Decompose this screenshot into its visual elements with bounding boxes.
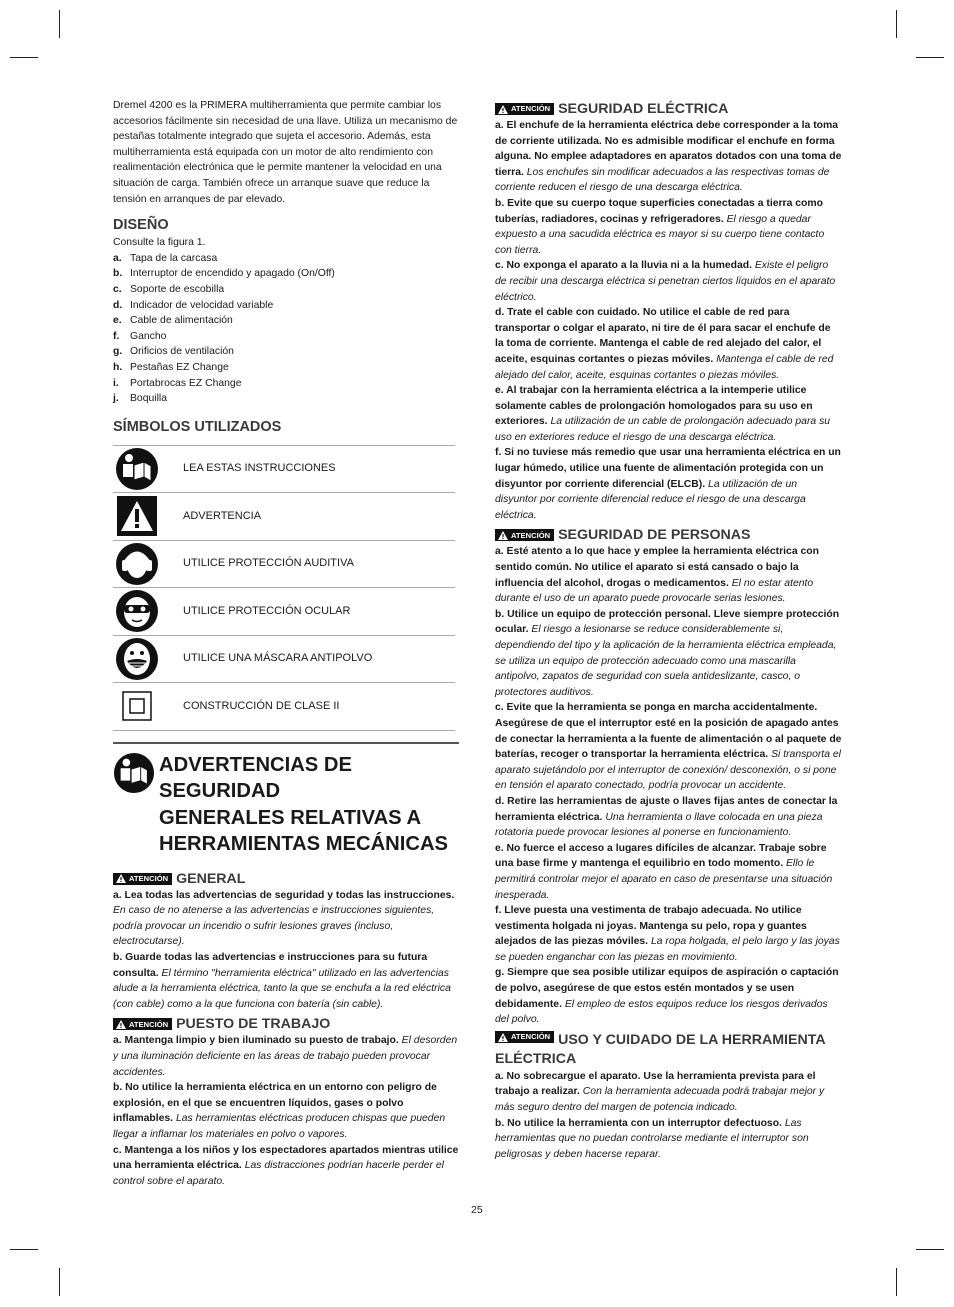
list-item: b. Interruptor de encendido y apagado (On/Off) bbox=[113, 268, 335, 280]
symbol-label: UTILICE PROTECCIÓN AUDITIVA bbox=[183, 540, 455, 588]
section-main-title: ADVERTENCIAS DE SEGURIDAD GENERALES RELATIVAS A HERRAMIENTAS MECÁNICAS bbox=[159, 753, 448, 856]
warning-triangle-icon bbox=[115, 494, 159, 538]
crop-mark bbox=[916, 57, 944, 58]
personas-item: f. Lleve puesta una vestimenta de trabajo adecuada. No utilice vestimenta holgada ni joyas. Mantenga su pelo, ropa y guantes alejados de las piezas móviles. La ropa holgada, el pelo largo y las joyas se pueden enganchar con las piezas en movimiento. bbox=[495, 905, 840, 963]
symbol-label: CONSTRUCCIÓN DE CLASE II bbox=[183, 683, 455, 731]
read-manual-icon bbox=[115, 447, 159, 491]
intro-paragraph: Dremel 4200 es la PRIMERA multiherramienta que permite cambiar los accesorios fácilmente sin necesidad de una llave. Utiliza un mecanismo de pestañas totalmente integrado que sujeta el accesorio. Además, esta multiherramienta está equipada con un motor de alto rendimiento con realimentación electrónica que le permite mantener la velocidad en una situación de carga. También ofrece un arranque suave que reduce la tensión en arranques de par elevado. bbox=[113, 100, 458, 205]
list-item: a. Tapa de la carcasa bbox=[113, 252, 218, 264]
electrica-item: a. El enchufe de la herramienta eléctrica debe corresponder a la toma de corriente utilizada. No es admisible modificar el enchufe en forma alguna. No emplee adaptadores en aparatos dotados con una toma de tierra. Los enchufes sin modificar adecuados a las respectivas tomas de corriente reducen el riesgo de una descarga eléctrica. bbox=[495, 120, 842, 194]
list-item: f. Gancho bbox=[113, 330, 167, 342]
symbols-table bbox=[113, 445, 455, 731]
electrica-item: d. Trate el cable con cuidado. No utilice el cable de red para transportar o colgar el aparato, ni tire de él para sacar el enchufe de la toma de corriente. Mantenga el cable de red alejado del calor, el aceite, esquinas cortantes o piezas móviles. Mantenga el cable de red alejado del calor, aceite, esquinas cortantes o piezas móviles. bbox=[495, 307, 834, 381]
electrica-item: b. Evite que su cuerpo toque superficies conectadas a tierra como tuberías, radiadores, cocinas y refrigeradores. El riesgo a quedar expuesto a una sacudida eléctrica es mayor si su cuerpo tiene contacto con tierra. bbox=[495, 197, 825, 256]
attention-badge: ATENCIÓN bbox=[495, 103, 554, 115]
symbol-label: ADVERTENCIA bbox=[183, 493, 455, 541]
table-row bbox=[113, 683, 455, 731]
general-heading: ATENCIÓN GENERAL bbox=[113, 870, 459, 888]
table-row bbox=[113, 493, 455, 541]
list-item: e. Cable de alimentación bbox=[113, 315, 233, 327]
safety-warnings-title-block bbox=[113, 742, 459, 858]
crop-mark bbox=[59, 1268, 60, 1296]
right-column bbox=[495, 96, 842, 1162]
list-item: c. Soporte de escobilla bbox=[113, 283, 225, 295]
warning-triangle-icon bbox=[116, 874, 126, 883]
crop-mark bbox=[916, 1249, 944, 1250]
crop-mark bbox=[10, 57, 38, 58]
symbol-label: UTILICE PROTECCIÓN OCULAR bbox=[183, 588, 455, 636]
list-item: i. Portabrocas EZ Change bbox=[113, 377, 242, 389]
list-item: g. Orificios de ventilación bbox=[113, 346, 234, 358]
list-item: j. Boquilla bbox=[113, 393, 167, 405]
electrica-item: e. Al trabajar con la herramienta eléctrica a la intemperie utilice solamente cables de prolongación homologados para su uso en exteriores. La utilización de un cable de prolongación adecuado para su uso en exteriores reduce el riesgo de una descarga eléctrica. bbox=[495, 385, 831, 443]
warning-triangle-icon bbox=[116, 1020, 126, 1029]
warning-triangle-icon bbox=[498, 531, 508, 540]
puesto-item: a. Mantenga limpio y bien iluminado su puesto de trabajo. El desorden y una iluminación deficiente en las áreas de trabajo pueden provocar accidentes. bbox=[113, 1035, 458, 1078]
uso-item: a. No sobrecargue el aparato. Use la herramienta prevista para el trabajo a realizar. Con la herramienta adecuada podrá trabajar mejor y más seguro dentro del margen de potencia indicado. bbox=[495, 1070, 825, 1114]
personas-heading: ATENCIÓN SEGURIDAD DE PERSONAS bbox=[495, 526, 842, 544]
crop-mark bbox=[10, 1249, 38, 1250]
puesto-item: c. Mantenga a los niños y los espectadores apartados mientras utilice una herramienta eléctrica. Las distracciones podrían hacerle perder el control sobre el aparato. bbox=[113, 1144, 459, 1187]
simbolos-heading: SÍMBOLOS UTILIZADOS bbox=[113, 418, 282, 435]
dust-mask-icon bbox=[115, 637, 159, 681]
list-item: h. Pestañas EZ Change bbox=[113, 361, 229, 373]
general-item: a. Lea todas las advertencias de seguridad y todas las instrucciones. En caso de no atenerse a las advertencias e instrucciones siguientes, podría provocar un incendio o sufrir lesiones graves (incluso, electrocutarse). bbox=[113, 889, 455, 948]
uso-item: b. No utilice la herramienta con un interruptor defectuoso. Las herramientas que no puedan controlarse mediante el interruptor son peligrosas y deben hacerse reparar. bbox=[495, 1117, 809, 1160]
electrica-item: f. Si no tuviese más remedio que usar una herramienta eléctrica en un lugar húmedo, utilice una fuente de alimentación protegida con un disyuntor por corriente diferencial (ELCB). La utilización de un disyuntor por corriente diferencial reduce el riesgo de una descarga eléctrica. bbox=[495, 447, 841, 521]
electrica-heading: ATENCIÓN SEGURIDAD ELÉCTRICA bbox=[495, 100, 842, 118]
crop-mark bbox=[896, 10, 897, 38]
diseno-parts-list bbox=[113, 251, 459, 407]
list-item: d. Indicador de velocidad variable bbox=[113, 299, 274, 311]
diseno-heading: DISEÑO bbox=[113, 217, 169, 234]
diseno-subtitle: Consulte la figura 1. bbox=[113, 237, 206, 249]
warning-triangle-icon bbox=[498, 105, 508, 114]
table-row bbox=[113, 635, 455, 683]
crop-mark bbox=[896, 1268, 897, 1296]
warning-triangle-icon bbox=[498, 1033, 508, 1042]
personas-item: d. Retire las herramientas de ajuste o llaves fijas antes de conectar la herramienta eléctrica. Una herramienta o llave colocada en una pieza rotatoria puede provocar lesiones al ponerse en funcionamiento. bbox=[495, 795, 838, 839]
page-number: 25 bbox=[471, 1204, 483, 1216]
table-row bbox=[113, 445, 455, 493]
ear-protection-icon bbox=[115, 542, 159, 586]
symbol-label: UTILICE UNA MÁSCARA ANTIPOLVO bbox=[183, 635, 455, 683]
personas-item: a. Esté atento a lo que hace y emplee la herramienta eléctrica con sentido común. No utilice el aparato si está cansado o bajo la influencia del alcohol, drogas o medicamentos. El no estar atento durante el uso de un aparato puede provocarle serias lesiones. bbox=[495, 546, 819, 605]
personas-item: e. No fuerce el acceso a lugares difíciles de alcanzar. Trabaje sobre una base firme y mantenga el equilibrio en todo momento. Ello le permitirá controlar mejor el aparato en caso de presentarse una situación inesperada. bbox=[495, 842, 833, 901]
class-ii-icon bbox=[115, 684, 159, 728]
attention-badge: ATENCIÓN bbox=[113, 1018, 172, 1030]
electrica-item: c. No exponga el aparato a la lluvia ni a la humedad. Existe el peligro de recibir una descarga eléctrica si penetran ciertos líquidos en el aparato eléctrico. bbox=[495, 260, 836, 303]
personas-item: g. Siempre que sea posible utilizar equipos de aspiración o captación de polvo, asegúrese de que estos estén montados y se usen debidamente. El empleo de estos equipos reduce los riesgos derivados del polvo. bbox=[495, 967, 839, 1026]
symbol-label: LEA ESTAS INSTRUCCIONES bbox=[183, 445, 455, 493]
crop-mark bbox=[59, 10, 60, 38]
puesto-item: b. No utilice la herramienta eléctrica en un entorno con peligro de explosión, en el que se encuentren líquidos, gases o polvo inflamables. Las herramientas eléctricas producen chispas que pueden llegar a inflamar los materiales en polvo o vapores. bbox=[113, 1082, 446, 1140]
attention-badge: ATENCIÓN bbox=[495, 1031, 554, 1043]
personas-item: b. Utilice un equipo de protección personal. Lleve siempre protección ocular. El riesgo a lesionarse se reduce considerablemente si, dependiendo del tipo y la aplicación de la herramienta eléctrica empleada, se utiliza un equipo de protección adecuado como una mascarilla antipolvo, zapatos de seguridad con suela antideslizante, casco, o protectores auditivos. bbox=[495, 608, 840, 698]
read-manual-icon bbox=[113, 752, 157, 858]
puesto-heading: ATENCIÓN PUESTO DE TRABAJO bbox=[113, 1015, 459, 1033]
table-row bbox=[113, 588, 455, 636]
eye-protection-icon bbox=[115, 589, 159, 633]
attention-badge: ATENCIÓN bbox=[113, 873, 172, 885]
attention-badge: ATENCIÓN bbox=[495, 529, 554, 541]
uso-heading: ATENCIÓN USO Y CUIDADO DE LA HERRAMIENTA ELÉCTRICA bbox=[495, 1031, 826, 1067]
personas-item: c. Evite que la herramienta se ponga en marcha accidentalmente. Asegúrese de que el interruptor esté en la posición de apagado antes de conectar la herramienta a la fuente de alimentación o al paquete de baterías, recoger o transportar la herramienta eléctrica. Si transporta el aparato sujetándolo por el interruptor de conexión/ desconexión, o si pone en tensión el aparato conectado, podría provocar un accidente. bbox=[495, 702, 842, 792]
table-row bbox=[113, 540, 455, 588]
left-column bbox=[113, 96, 459, 1189]
general-item: b. Guarde todas las advertencias e instrucciones para su futura consulta. El término "herramienta eléctrica" utilizado en las advertencias alude a la herramienta eléctrica, tanto la que se enchufa a la red eléctrica (con cable) como a la que funciona con batería (sin cable). bbox=[113, 952, 451, 1010]
